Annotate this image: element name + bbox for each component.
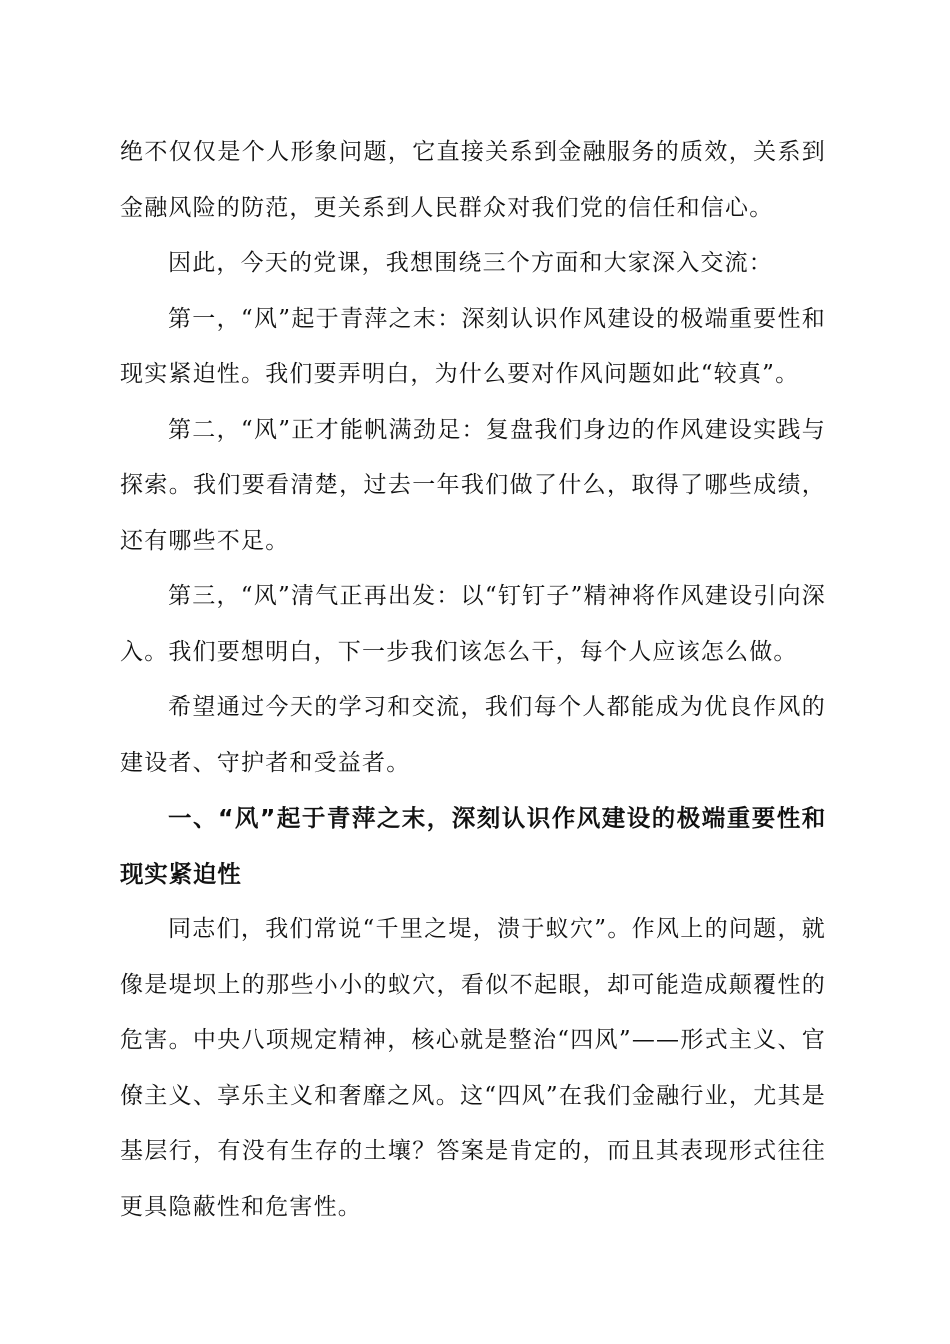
point-two-paragraph: 第二，“风”正才能帆满劲足：复盘我们身边的作风建设实践与探索。我们要看清楚，过去一年我们做了什么，取得了哪些成绩，还有哪些不足。 bbox=[120, 416, 826, 554]
continuation-paragraph: 绝不仅仅是个人形象问题，它直接关系到金融服务的质效，关系到金融风险的防范，更关系到人民群众对我们党的信任和信心。 bbox=[120, 139, 826, 221]
intro-paragraph: 因此，今天的党课，我想围绕三个方面和大家深入交流： bbox=[168, 250, 773, 276]
section-body-paragraph: 同志们，我们常说“千里之堤，溃于蚁穴”。作风上的问题，就像是堤坝上的那些小小的蚁穴，看似不起眼，却可能造成颠覆性的危害。中央八项规定精神，核心就是整治“四风”——形式主义、官僚主义、享乐主义和奢靡之风。这“四风”在我们金融行业，尤其是基层行，有没有生存的土壤？答案是肯定的，而且其表现形式往往更具隐蔽性和危害性。 bbox=[120, 916, 826, 1220]
point-one-paragraph: 第一，“风”起于青萍之末：深刻认识作风建设的极端重要性和现实紧迫性。我们要弄明白，为什么要对作风问题如此“较真”。 bbox=[120, 305, 826, 387]
point-three-paragraph: 第三，“风”清气正再出发：以“钉钉子”精神将作风建设引向深入。我们要想明白，下一步我们该怎么干，每个人应该怎么做。 bbox=[120, 583, 826, 665]
section-heading: 一、“风”起于青萍之末，深刻认识作风建设的极端重要性和现实紧迫性 bbox=[120, 804, 826, 888]
hope-paragraph: 希望通过今天的学习和交流，我们每个人都能成为优良作风的建设者、守护者和受益者。 bbox=[120, 694, 826, 776]
document-page bbox=[120, 125, 826, 1235]
